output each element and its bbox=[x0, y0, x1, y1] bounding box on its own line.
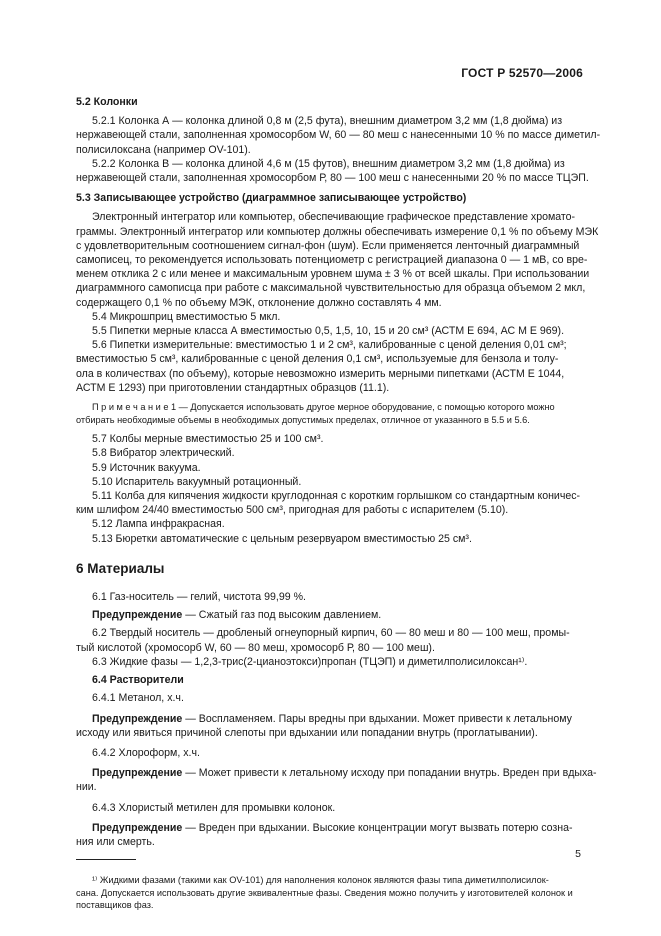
item-6-1: 6.1 Газ-носитель — гелий, чистота 99,99 %. bbox=[92, 591, 306, 604]
footnote-line: сана. Допускается использовать другие эквивалентные фазы. Сведения можно получить у изготовителей колонок и bbox=[76, 887, 573, 898]
page-number: 5 bbox=[575, 848, 581, 860]
text-line: граммы. Электронный интегратор или компьютер должны обеспечивать измерение 0,1 % по объему МЭК bbox=[76, 225, 599, 238]
warning-text: — Сжатый газ под высоким давлением. bbox=[182, 609, 382, 622]
warning-label: Предупреждение bbox=[92, 609, 183, 622]
warning-6-1 bbox=[76, 608, 584, 622]
para-5-6 bbox=[76, 338, 584, 395]
warning-6-4-2 bbox=[76, 766, 597, 794]
footnote-line: ¹⁾ Жидкими фазами (такими как OV-101) для наполнения колонок являются фазы типа диметилполисилок- bbox=[92, 875, 549, 886]
text-line: ния или смерть. bbox=[76, 835, 155, 848]
text-line: ким шлифом 24/40 вместимостью 500 см³, пригодная для работы с испарителем (5.10). bbox=[76, 504, 509, 517]
warning-6-4-3 bbox=[76, 821, 584, 849]
text-line bbox=[76, 766, 597, 780]
text-line: нержавеющей стали, заполненная хромосорбом Р, 80 — 100 меш с нанесенными 20 % по массе ТЦЭП. bbox=[76, 172, 589, 185]
text-line: 5.2.2 Колонка В — колонка длиной 4,6 м (15 футов), внешним диаметром 3,2 мм (1,8 дюйма) из bbox=[92, 157, 565, 170]
item-5-7: 5.7 Колбы мерные вместимостью 25 и 100 см³. bbox=[92, 433, 324, 446]
item-5-8: 5.8 Вибратор электрический. bbox=[92, 447, 235, 460]
para-5-2-1 bbox=[76, 114, 601, 157]
para-6-2 bbox=[76, 626, 584, 654]
section-5-2-heading: 5.2 Колонки bbox=[76, 96, 138, 108]
item-5-5: 5.5 Пипетки мерные класса А вместимостью 0,5, 1,5, 10, 15 и 20 см³ (АСТМ Е 694, АС М Е 969). bbox=[92, 325, 565, 338]
text-line: ола в количествах (по объему), которые невозможно измерить мерными пипетками (АСТМ Е 1044, bbox=[76, 367, 565, 380]
text-line: содержащего 0,1 % по объему МЭК, отклонение должно составлять 4 мм. bbox=[76, 296, 442, 309]
text-line: тый кислотой (хромосорб W, 60 — 80 меш, хромосорб Р, 80 — 100 меш). bbox=[76, 641, 435, 654]
note-line: отбирать необходимые объемы в необходимых допустимых пределах, отличное от указанного в 5.5 и 5.6. bbox=[76, 414, 530, 425]
item-5-10: 5.10 Испаритель вакуумный ротационный. bbox=[92, 475, 302, 488]
text-line: 5.2.1 Колонка А — колонка длиной 0,8 м (2,5 фута), внешним диаметром 3,2 мм (1,8 дюйма) из bbox=[92, 115, 563, 128]
para-5-11 bbox=[76, 489, 584, 517]
item-6-4-2: 6.4.2 Хлороформ, х.ч. bbox=[92, 746, 200, 759]
note-line: П р и м е ч а н и е 1 — Допускается использовать другое мерное оборудование, с помощью которого можно bbox=[92, 402, 555, 413]
warning-text: — Вреден при вдыхании. Высокие концентрации могут вызвать потерю созна- bbox=[182, 821, 573, 834]
para-5-2-2 bbox=[76, 157, 589, 185]
item-6-4-1: 6.4.1 Метанол, х.ч. bbox=[92, 692, 184, 705]
section-6-heading: 6 Материалы bbox=[76, 560, 165, 576]
footnote-rule bbox=[76, 859, 136, 860]
section-5-3-heading: 5.3 Записывающее устройство (диаграммное записывающее устройство) bbox=[76, 192, 467, 205]
section-6-4-heading: 6.4 Растворители bbox=[92, 674, 184, 687]
text-line: 5.6 Пипетки измерительные: вместимостью 1 и 2 см³, калиброванные с ценой деления 0,01 см³; bbox=[92, 339, 567, 352]
standard-header: ГОСТ Р 52570—2006 bbox=[461, 66, 583, 80]
text-line: АСТМ Е 1293) при приготовлении стандартных образцов (11.1). bbox=[76, 381, 390, 394]
warning-label: Предупреждение bbox=[92, 712, 183, 725]
warning-label: Предупреждение bbox=[92, 821, 183, 834]
warning-6-4-1 bbox=[76, 712, 584, 740]
item-5-12: 5.12 Лампа инфракрасная. bbox=[92, 518, 225, 531]
text-line: нии. bbox=[76, 781, 97, 794]
text-line: диаграммного самописца при работе с максимальной чувствительностью для образца объемом 2 мкл, bbox=[76, 282, 586, 295]
text-line bbox=[76, 712, 584, 726]
item-6-3: 6.3 Жидкие фазы — 1,2,3-трис(2-цианоэтокси)пропан (ТЦЭП) и диметилполисилоксан¹⁾. bbox=[92, 655, 528, 668]
text-line: с удовлетворительным соотношением сигнал-фон (шум). Если применяется ленточный диаграммный bbox=[76, 239, 580, 252]
text-line: 6.2 Твердый носитель — дробленый огнеупорный кирпич, 60 — 80 меш и 80 — 100 меш, промы- bbox=[92, 627, 570, 640]
document-body bbox=[76, 95, 601, 912]
text-line: 5.11 Колба для кипячения жидкости круглодонная с коротким горлышком со стандартным коничес- bbox=[92, 490, 581, 503]
text-line: менем отклика 2 с или менее и максимальным уровнем шума ± 3 % от всей шкалы. При использовании bbox=[76, 268, 590, 281]
item-5-9: 5.9 Источник вакуума. bbox=[92, 461, 201, 474]
text-line bbox=[76, 821, 584, 835]
text-line: самописец, то рекомендуется использовать потенциометр с регистрацией диапазона 0 — 1 мВ, со вре- bbox=[76, 254, 588, 267]
note-1 bbox=[76, 401, 584, 426]
warning-text: — Воспламеняем. Пары вредны при вдыхании. Может привести к летальному bbox=[182, 712, 572, 725]
item-5-13: 5.13 Бюретки автоматические с цельным резервуаром вместимостью 25 см³. bbox=[92, 532, 472, 545]
warning-text: — Может привести к летальному исходу при попадании внутрь. Вреден при вдыха- bbox=[182, 767, 597, 780]
warning-label: Предупреждение bbox=[92, 767, 183, 780]
footnote-line: поставщиков фаз. bbox=[76, 900, 154, 911]
para-5-3 bbox=[76, 210, 599, 309]
text-line: полисилоксана (например OV-101). bbox=[76, 143, 251, 156]
item-5-4: 5.4 Микрошприц вместимостью 5 мкл. bbox=[92, 310, 281, 323]
text-line: вместимостью 5 см³, калиброванные с ценой деления 0,1 см³, используемые для бензола и толу- bbox=[76, 353, 559, 366]
text-line: нержавеющей стали, заполненная хромосорбом W, 60 — 80 меш с нанесенными 10 % по массе диметил- bbox=[76, 129, 601, 142]
footnote-1 bbox=[76, 874, 584, 912]
text-line: Электронный интегратор или компьютер, обеспечивающие графическое представление хромато- bbox=[92, 211, 576, 224]
item-6-4-3: 6.4.3 Хлористый метилен для промывки колонок. bbox=[92, 801, 336, 814]
text-line: исходу или явиться причиной слепоты при вдыхании или попадании внутрь (проглатывании). bbox=[76, 726, 538, 739]
